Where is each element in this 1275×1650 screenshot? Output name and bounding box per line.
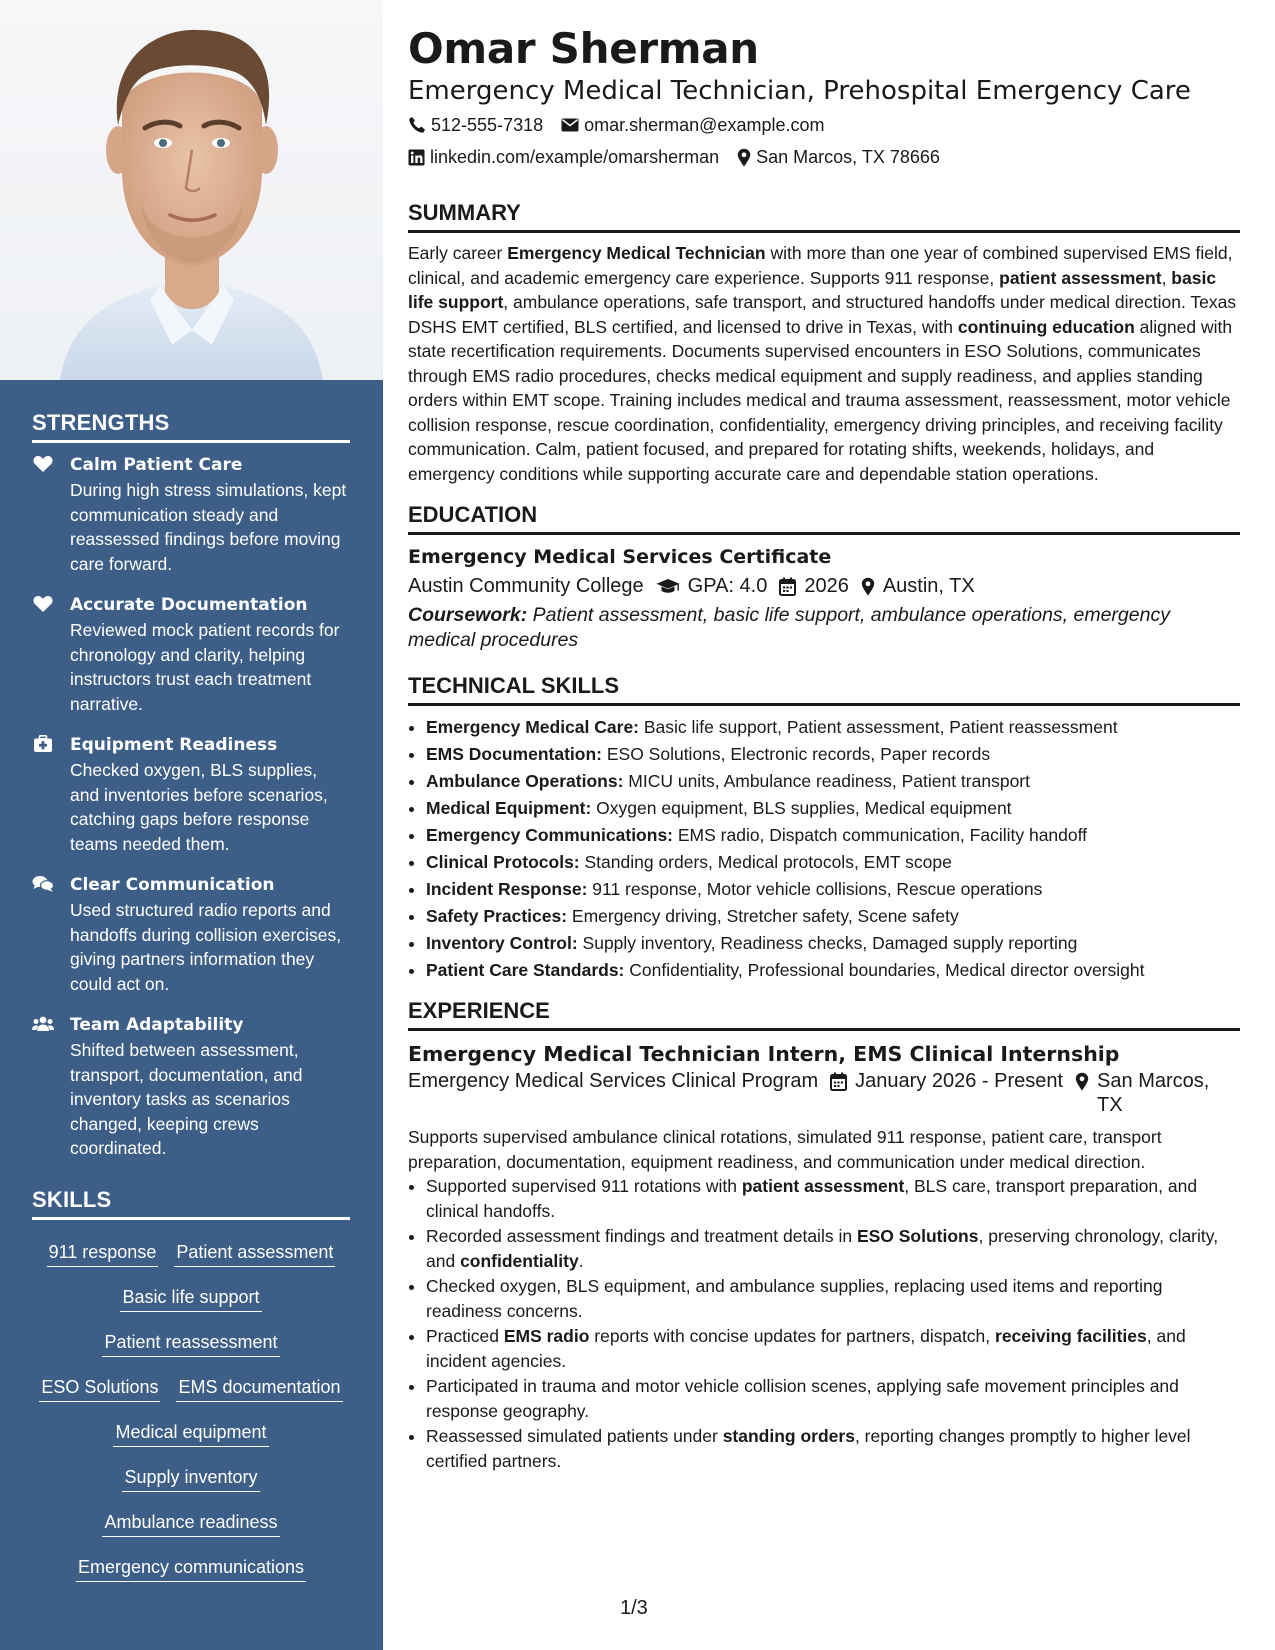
experience-section xyxy=(408,998,1240,1473)
graduation-year xyxy=(779,571,849,601)
technical-skill-item xyxy=(426,957,1240,984)
job-dates xyxy=(830,1069,1063,1117)
profile-photo xyxy=(0,0,383,380)
bold-text: basic life support xyxy=(408,267,1217,312)
technical-skill-item xyxy=(426,741,1240,768)
technical-skill-item xyxy=(426,714,1240,741)
skill-tag: Emergency communications xyxy=(76,1555,306,1582)
coursework-label: Coursework: xyxy=(408,604,528,626)
text-run: with more than one year of combined supervised EMS field, clinical, and academic emergency care experience. Supports 911 response, xyxy=(408,243,1233,288)
strength-title: Clear Communication xyxy=(70,875,275,895)
experience-heading: EXPERIENCE xyxy=(408,998,1240,1031)
graduation-cap-icon xyxy=(656,578,680,595)
linkedin-text: linkedin.com/example/omarsherman xyxy=(430,147,720,167)
skill-category: Incident Response: xyxy=(426,879,588,899)
technical-skill-item xyxy=(426,768,1240,795)
email-text: omar.sherman@example.com xyxy=(584,115,825,135)
text-run: , xyxy=(1161,267,1172,288)
strength-text: Used structured radio reports and handoffs during collision exercises, giving partners information they could act on. xyxy=(70,900,342,994)
sidebar-content xyxy=(32,410,350,1600)
skill-tag: Patient assessment xyxy=(174,1240,335,1267)
text-run: Early career xyxy=(408,243,508,263)
technical-skills-heading: TECHNICAL SKILLS xyxy=(408,673,1240,706)
employer-name: Emergency Medical Services Clinical Program xyxy=(408,1070,819,1092)
skill-tag: Ambulance readiness xyxy=(102,1510,279,1537)
strength-title: Accurate Documentation xyxy=(70,595,308,615)
skill-values: MICU units, Ambulance readiness, Patient transport xyxy=(623,771,1030,791)
heart-icon xyxy=(32,593,54,615)
school-location-text: Austin, TX xyxy=(882,575,975,597)
school-location xyxy=(861,571,975,601)
coursework-text: Patient assessment, basic life support, ambulance operations, emergency medical procedures xyxy=(408,604,1170,651)
strength-text: Reviewed mock patient records for chronology and clarity, helping instructors trust each treatment narrative. xyxy=(70,620,340,714)
calendar-icon xyxy=(779,577,796,596)
gpa-text: GPA: 4.0 xyxy=(687,575,768,597)
text-run: Practiced xyxy=(426,1326,504,1346)
skill-values: EMS radio, Dispatch communication, Facility handoff xyxy=(673,825,1088,845)
text-run: , BLS care, transport preparation, and clinical handoffs. xyxy=(426,1176,1198,1221)
skill-values: Basic life support, Patient assessment, Patient reassessment xyxy=(639,717,1118,737)
candidate-name: Omar Sherman xyxy=(408,24,759,73)
summary-heading: SUMMARY xyxy=(408,200,1240,233)
experience-bullet xyxy=(426,1224,1240,1273)
skill-values: Supply inventory, Readiness checks, Damaged supply reporting xyxy=(577,933,1078,953)
skill-values: ESO Solutions, Electronic records, Paper records xyxy=(601,744,991,764)
skill-category: EMS Documentation: xyxy=(426,744,602,764)
text-run: Recorded assessment findings and treatment details in xyxy=(426,1226,857,1246)
education-meta xyxy=(408,571,1240,601)
skill-tags xyxy=(32,1230,350,1600)
job-location xyxy=(1075,1069,1215,1117)
dates-text: January 2026 - Present xyxy=(855,1070,1064,1092)
skills-heading: SKILLS xyxy=(32,1187,350,1220)
experience-bullet xyxy=(426,1324,1240,1373)
skill-values: Oxygen equipment, BLS supplies, Medical equipment xyxy=(591,798,1012,818)
technical-skill-item xyxy=(426,795,1240,822)
degree-title: Emergency Medical Services Certificate xyxy=(408,546,832,568)
bold-text: EMS radio xyxy=(503,1326,590,1346)
text-run: , and incident agencies. xyxy=(426,1326,1186,1371)
skill-tag: ESO Solutions xyxy=(39,1375,160,1402)
strength-item xyxy=(32,733,350,856)
map-pin-icon xyxy=(1075,1072,1089,1091)
experience-bullet xyxy=(426,1274,1240,1323)
sidebar xyxy=(0,0,383,1650)
bold-text: patient assessment xyxy=(999,267,1162,288)
skill-tag: Basic life support xyxy=(120,1285,261,1312)
contact-linkedin[interactable] xyxy=(408,144,719,170)
medkit-icon xyxy=(32,733,54,755)
skill-values: Emergency driving, Stretcher safety, Scene safety xyxy=(567,906,959,926)
text-run: aligned with state recertification requirements. Documents supervised encounters in ESO Solutions, communicates through EMS radio procedures, checks medical equipment and supply readiness, and applies standing orders within EMT scope. Training includes medical and trauma assessment, reassessment, motor vehicle collision response, rescue coordination, confidentiality, emergency driving principles, and receiving facility communication. Calm, patient focused, and prepared for rotating shifts, weekends, holidays, and emergency conditions while supporting accurate care and dependable station operations. xyxy=(408,316,1233,484)
main-content xyxy=(408,24,1240,1474)
contact-row xyxy=(408,144,1240,170)
phone-icon xyxy=(408,116,426,134)
strength-item xyxy=(32,593,350,716)
candidate-title: Emergency Medical Technician, Prehospital Emergency Care xyxy=(408,76,1191,106)
strength-item xyxy=(32,1013,350,1161)
job-location-text: San Marcos, TX xyxy=(1097,1070,1210,1116)
skill-category: Emergency Medical Care: xyxy=(426,717,640,737)
job-title: Emergency Medical Technician Intern, EMS Clinical Internship xyxy=(408,1042,1120,1066)
page-number: 1/3 xyxy=(620,1597,648,1619)
bold-text: receiving facilities xyxy=(995,1326,1147,1346)
text-run: reports with concise updates for partners, dispatch, xyxy=(589,1326,996,1346)
skill-tag: EMS documentation xyxy=(176,1375,342,1402)
job-meta xyxy=(408,1069,1240,1117)
experience-bullet xyxy=(426,1424,1240,1473)
technical-skills-list xyxy=(408,714,1240,984)
contact-location xyxy=(737,144,940,170)
text-run: . xyxy=(578,1250,584,1271)
skill-values: 911 response, Motor vehicle collisions, Rescue operations xyxy=(587,879,1043,899)
location-text: San Marcos, TX 78666 xyxy=(756,147,940,167)
technical-skill-item xyxy=(426,822,1240,849)
map-pin-icon xyxy=(861,577,875,596)
contact-phone[interactable] xyxy=(408,112,543,138)
technical-skill-item xyxy=(426,930,1240,957)
text-run: Participated in trauma and motor vehicle collision scenes, applying safe movement principles and response geography. xyxy=(426,1376,1179,1421)
skill-tag: Patient reassessment xyxy=(102,1330,279,1357)
bold-text: confidentiality xyxy=(460,1250,579,1271)
skill-values: Standing orders, Medical protocols, EMT scope xyxy=(579,852,952,872)
map-pin-icon xyxy=(737,148,751,167)
users-icon xyxy=(32,1013,54,1035)
strength-title: Calm Patient Care xyxy=(70,455,243,475)
bold-text: continuing education xyxy=(957,316,1135,337)
skill-tag: Supply inventory xyxy=(122,1465,259,1492)
strength-item xyxy=(32,873,350,996)
skill-tag: Medical equipment xyxy=(113,1420,268,1447)
calendar-icon xyxy=(830,1072,847,1091)
job-description: Supports supervised ambulance clinical rotations, simulated 911 response, patient care, transport preparation, documentation, equipment readiness, and communication under medical direction. xyxy=(408,1127,1162,1172)
skill-category: Inventory Control: xyxy=(426,933,578,953)
bold-text: standing orders xyxy=(722,1426,855,1446)
heart-icon xyxy=(32,453,54,475)
skill-values: Confidentiality, Professional boundaries, Medical director oversight xyxy=(624,960,1145,980)
skill-tag: 911 response xyxy=(47,1240,159,1267)
technical-skills-section xyxy=(408,673,1240,984)
technical-skill-item xyxy=(426,876,1240,903)
coursework xyxy=(408,603,1240,653)
summary-text xyxy=(408,241,1240,486)
strength-item xyxy=(32,453,350,576)
gpa xyxy=(656,571,768,601)
education-section xyxy=(408,502,1240,653)
text-run: , reporting changes promptly to higher level certified partners. xyxy=(426,1426,1191,1471)
strength-text: During high stress simulations, kept communication steady and reassessed findings before moving care forward. xyxy=(70,480,347,574)
contact-row xyxy=(408,112,1240,138)
strength-text: Checked oxygen, BLS supplies, and inventories before scenarios, catching gaps before response teams needed them. xyxy=(70,760,328,854)
experience-bullet xyxy=(426,1174,1240,1223)
technical-skill-item xyxy=(426,903,1240,930)
bold-text: patient assessment xyxy=(741,1176,905,1196)
education-heading: EDUCATION xyxy=(408,502,1240,535)
experience-bullet xyxy=(426,1374,1240,1423)
strength-text: Shifted between assessment, transport, documentation, and inventory tasks as scenarios changed, keeping crews coordinated. xyxy=(70,1040,303,1158)
strengths-heading: STRENGTHS xyxy=(32,410,350,443)
skill-category: Ambulance Operations: xyxy=(426,771,624,791)
text-run: , preserving chronology, clarity, and xyxy=(426,1226,1219,1271)
technical-skill-item xyxy=(426,849,1240,876)
summary-section xyxy=(408,200,1240,486)
text-run: Reassessed simulated patients under xyxy=(426,1426,723,1446)
bold-text: Emergency Medical Technician xyxy=(507,243,766,263)
linkedin-icon xyxy=(408,149,425,166)
text-run: Checked oxygen, BLS equipment, and ambulance supplies, replacing used items and reporting readiness concerns. xyxy=(426,1276,1163,1321)
strength-title: Equipment Readiness xyxy=(70,735,278,755)
contact-email[interactable] xyxy=(561,112,824,138)
skill-category: Medical Equipment: xyxy=(426,798,592,818)
skill-category: Clinical Protocols: xyxy=(426,852,580,872)
bold-text: ESO Solutions xyxy=(856,1226,979,1246)
experience-bullets xyxy=(408,1174,1240,1473)
school-name: Austin Community College xyxy=(408,575,644,597)
text-run: Supported supervised 911 rotations with xyxy=(426,1176,742,1196)
year-text: 2026 xyxy=(804,575,849,597)
comments-icon xyxy=(32,873,54,895)
text-run: , ambulance operations, safe transport, and structured handoffs under medical direction. Texas DSHS EMT certified, BLS certified, and licensed to drive in Texas, with xyxy=(408,292,1237,337)
skill-category: Patient Care Standards: xyxy=(426,960,625,980)
strength-title: Team Adaptability xyxy=(70,1015,244,1035)
phone-text: 512-555-7318 xyxy=(431,115,544,135)
envelope-icon xyxy=(561,118,579,132)
skill-category: Emergency Communications: xyxy=(426,825,673,845)
skill-category: Safety Practices: xyxy=(426,906,568,926)
